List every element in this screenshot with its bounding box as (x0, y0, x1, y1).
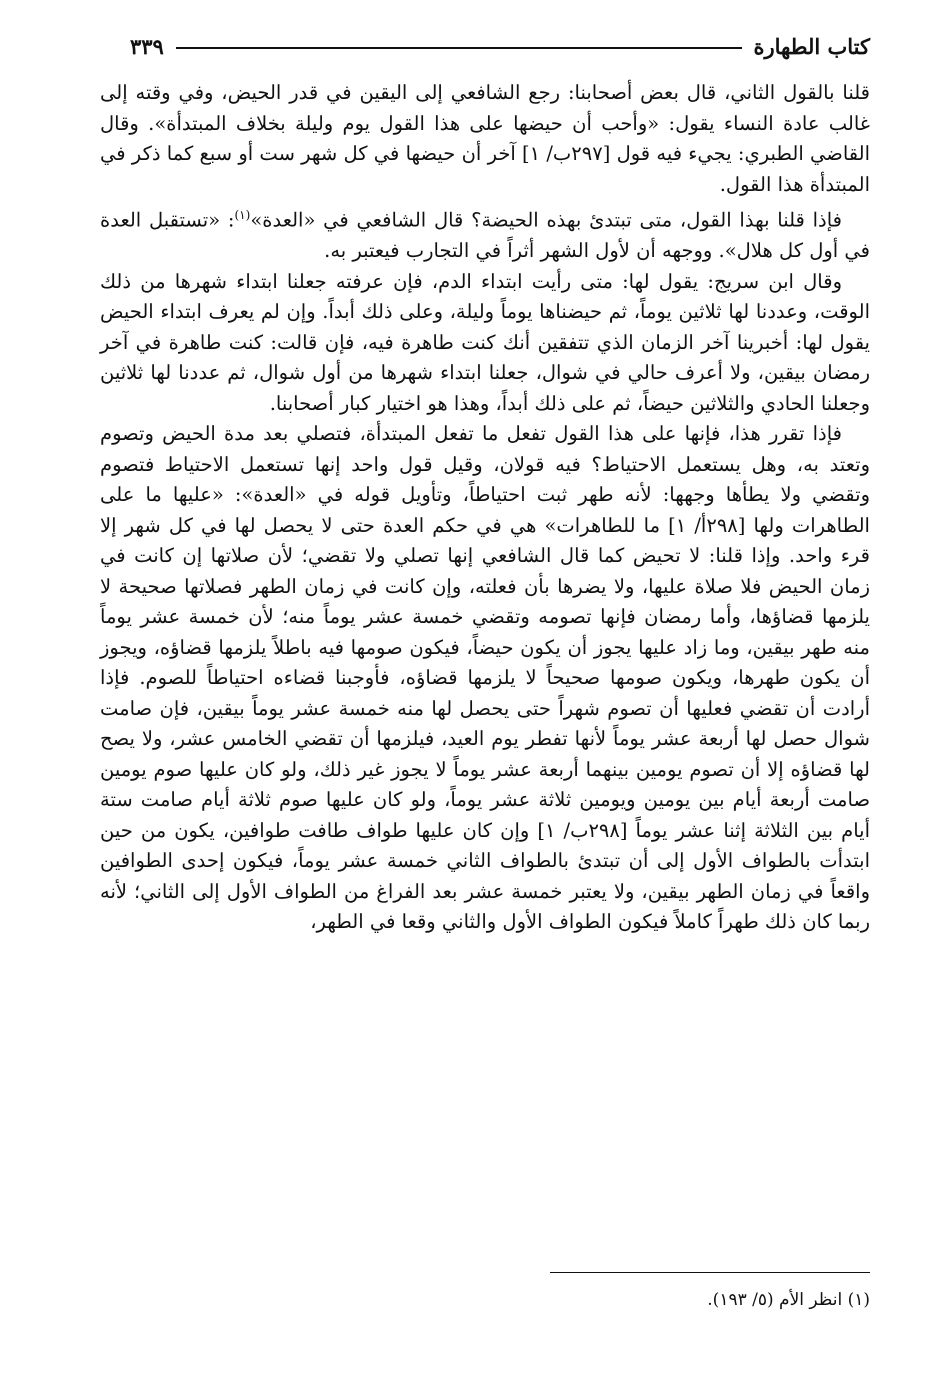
footnote-marker: (١) (234, 208, 251, 222)
running-header (100, 28, 870, 64)
paragraph: قلنا بالقول الثاني، قال بعض أصحابنا: رجع الشافعي إلى اليقين في قدر الحيض، وفي وقته إلى غالب عادة النساء يقول: «وأحب أن حيضها على هذا القول يوم وليلة بخلاف المبتدأة». وقال القاضي الطبري: يجيء فيه قول [٢٩٧ب/ ١] آخر أن حيضها في كل شهر ست أو سبع كما ذكر في المبتدأة هذا القول. (100, 81, 870, 196)
header-rule (176, 47, 742, 49)
footnote: (١) انظر الأم (٥/ ١٩٣). (707, 1290, 870, 1310)
page (100, 28, 870, 1310)
paragraph (100, 200, 870, 267)
footnote-rule (550, 1272, 870, 1273)
paragraph: فإذا تقرر هذا، فإنها على هذا القول تفعل ما تفعل المبتدأة، فتصلي بعد مدة الحيض وتصوم وتعتد به، وهل يستعمل الاحتياط؟ فيه قولان، وقيل قول واحد إنها تستعمل الاحتياط فتصوم وتقضي ولا يطأها وجهها: لأنه طهر ثبت احتياطاً، وتأويل قوله في «العدة»: «عليها ما على الطاهرات ولها [٢٩٨أ/ ١] ما للطاهرات» هي في حكم العدة حتى لا يحصل لها في كل شهر إلا قرء واحد. وإذا قلنا: لا تحيض كما قال الشافعي إنها تصلي ولا تقضي؛ لأن صلاتها إن كانت في زمان الحيض فلا صلاة عليها، ولا يضرها بأن فعلته، وإن كانت في زمان الطهر فصلاتها صحيحة لا يلزمها قضاؤها، وأما رمضان فإنها تصومه وتقضي خمسة عشر يوماً منه؛ لأن خمسة عشر يوماً منه طهر بيقين، وما زاد عليها يجوز أن يكون حيضاً، فيكون صومها فيه باطلاً يلزمها قضاؤه، ويجوز أن يكون طهرها، ويكون صومها صحيحاً لا يلزمها قضاؤه، فأوجبنا قضاءه احتياطاً للصوم. فإذا أرادت أن تقضي فعليها أن تصوم شهراً حتى يحصل لها منه خمسة عشر يوماً بيقين، فإن صامت شوال حصل لها أربعة عشر يوماً لأنها تفطر يوم العيد، فيلزمها أن تقضي الخامس عشر، ولا يصح لها قضاؤه إلا أن تصوم يومين بينهما أربعة عشر يوماً لا يجوز غير ذلك، ولو كان عليها صوم يومين صامت أربعة أيام بين يومين ويومين ثلاثة عشر يوماً، ولو كان عليها صوم ثلاثة أيام صامت ستة أيام بين الثلاثة إثنا عشر يوماً [٢٩٨ب/ ١] وإن كان عليها طواف طافت طوافين، يكون من حين ابتدأت بالطواف الأول إلى أن تبتدئ بالطواف الثاني خمسة عشر يوماً، فيكون إحدى الطوافين واقعاً في زمان الطهر بيقين، ولا يعتبر خمسة عشر بعد الفراغ من الطواف الأول إلى الثاني؛ لأنه ربما كان ذلك طهراً كاملاً فيكون الطواف الأول والثاني وقعا في الطهر، (100, 422, 870, 933)
paragraph-text: فإذا قلنا بهذا القول، متى تبتدئ بهذه الحيضة؟ قال الشافعي في «العدة» (250, 208, 842, 232)
paragraph: وقال ابن سريج: يقول لها: متى رأيت ابتداء الدم، فإن عرفته جعلنا ابتداء شهرها من ذلك الوقت، وعددنا لها ثلاثين يوماً، ثم حيضناها يوماً وليلة، وعلى ذلك أبداً. وإن لم يعرف ابتداء الحيض يقول لها: أخبرينا آخر الزمان الذي تتفقين أنك كنت طاهرة فيه، فإن قالت: كنت طاهرة في آخر رمضان بيقين، ولا أعرف حالي في شوال، جعلنا ابتداء شهرها من أول شوال، ثم عددنا لها ثلاثين وجعلنا الحادي والثلاثين حيضاً، ثم على ذلك أبداً، وهذا هو اختيار كبار أصحابنا. (100, 269, 870, 415)
page-number: ٣٣٩ (130, 33, 164, 59)
book-title: كتاب الطهارة (753, 33, 870, 59)
body-text (100, 78, 870, 938)
paragraph-text: : «تستقبل العدة في أول كل هلال». ووجهه أن لأول الشهر أثراً في التجارب فيعتبر به. (100, 208, 870, 262)
